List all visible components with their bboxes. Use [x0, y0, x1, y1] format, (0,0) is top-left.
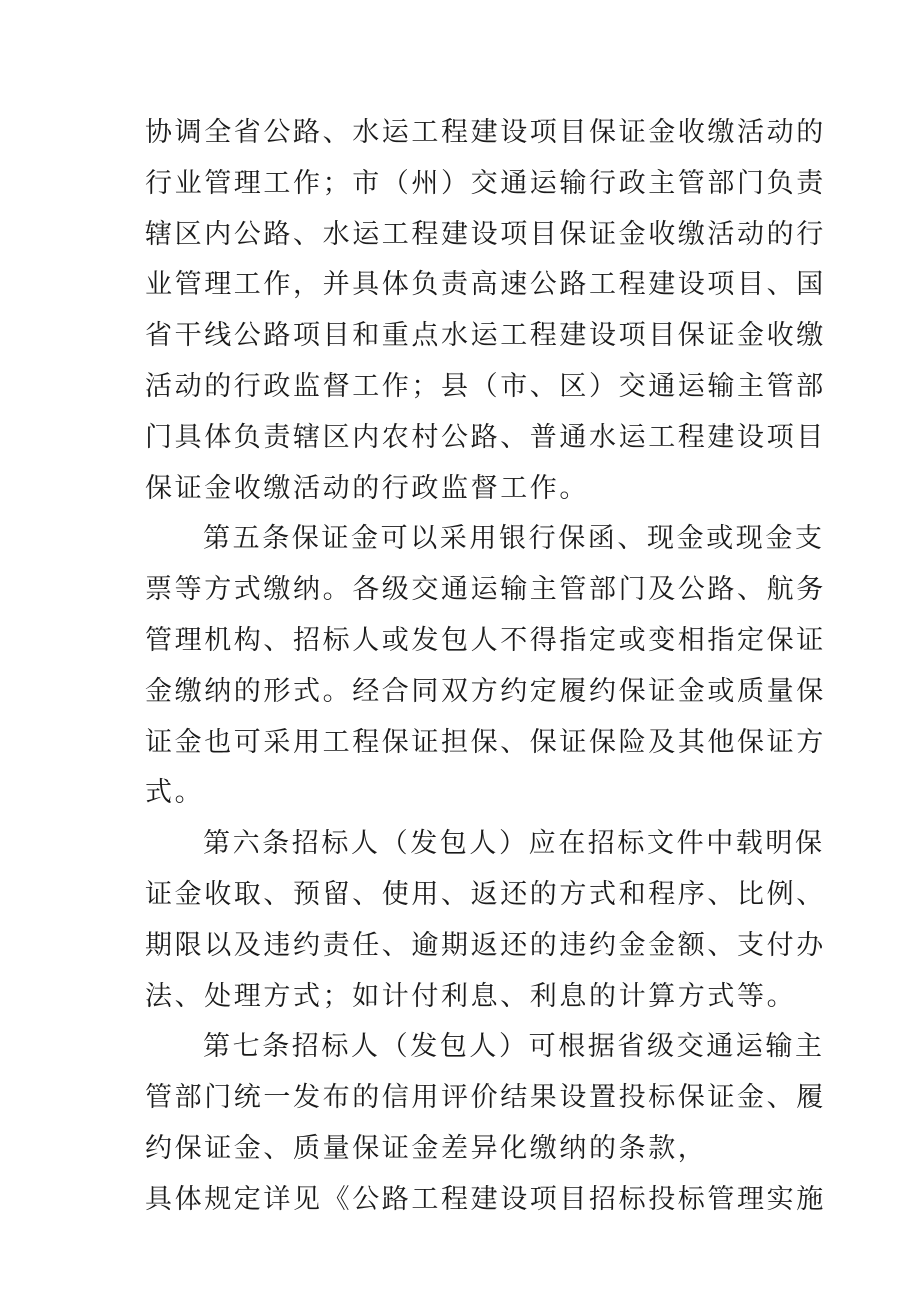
text-line: 第七条招标人（发包人）可根据省级交通运输主 [203, 1031, 825, 1063]
text-line: 管理机构、招标人或发包人不得指定或变相指定保证 [145, 624, 826, 656]
text-line: 证金收取、预留、使用、返还的方式和程序、比例、 [145, 878, 826, 910]
text-line: 门具体负责辖区内农村公路、普通水运工程建设项目 [145, 421, 826, 453]
text-line: 式。 [145, 777, 205, 809]
paragraph-article-7-cont [145, 1175, 826, 1226]
text-line: 证金也可采用工程保证担保、保证保险及其他保证方 [145, 726, 826, 758]
paragraph-p4-continued [145, 108, 826, 514]
text-line: 管部门统一发布的信用评价结果设置投标保证金、履 [145, 1082, 826, 1114]
text-line: 保证金收缴活动的行政监督工作。 [145, 472, 589, 504]
text-line: 约保证金、质量保证金差异化缴纳的条款， [145, 1132, 708, 1164]
document-body [145, 108, 826, 1226]
text-line: 活动的行政监督工作；县（市、区）交通运输主管部 [145, 370, 826, 402]
text-line: 第五条保证金可以采用银行保函、现金或现金支 [203, 523, 825, 555]
text-line: 法、处理方式；如计付利息、利息的计算方式等。 [145, 980, 797, 1012]
text-line: 协调全省公路、水运工程建设项目保证金收缴活动的 [145, 117, 826, 148]
paragraph-article-7 [145, 1022, 826, 1174]
text-line: 金缴纳的形式。经合同双方约定履约保证金或质量保 [145, 675, 826, 707]
text-line: 省干线公路项目和重点水运工程建设项目保证金收缴 [145, 320, 826, 352]
text-line: 期限以及违约责任、逾期返还的违约金金额、支付办 [145, 929, 826, 961]
text-line: 行业管理工作；市（州）交通运输行政主管部门负责 [145, 167, 826, 199]
text-line: 辖区内公路、水运工程建设项目保证金收缴活动的行 [145, 218, 826, 250]
text-line: 具体规定详见《公路工程建设项目招标投标管理实施 [145, 1183, 826, 1215]
text-line: 第六条招标人（发包人）应在招标文件中载明保 [203, 828, 825, 860]
text-line: 票等方式缴纳。各级交通运输主管部门及公路、航务 [145, 574, 826, 606]
text-line: 业管理工作，并具体负责高速公路工程建设项目、国 [145, 269, 826, 301]
paragraph-article-5 [145, 514, 826, 819]
paragraph-article-6 [145, 819, 826, 1022]
